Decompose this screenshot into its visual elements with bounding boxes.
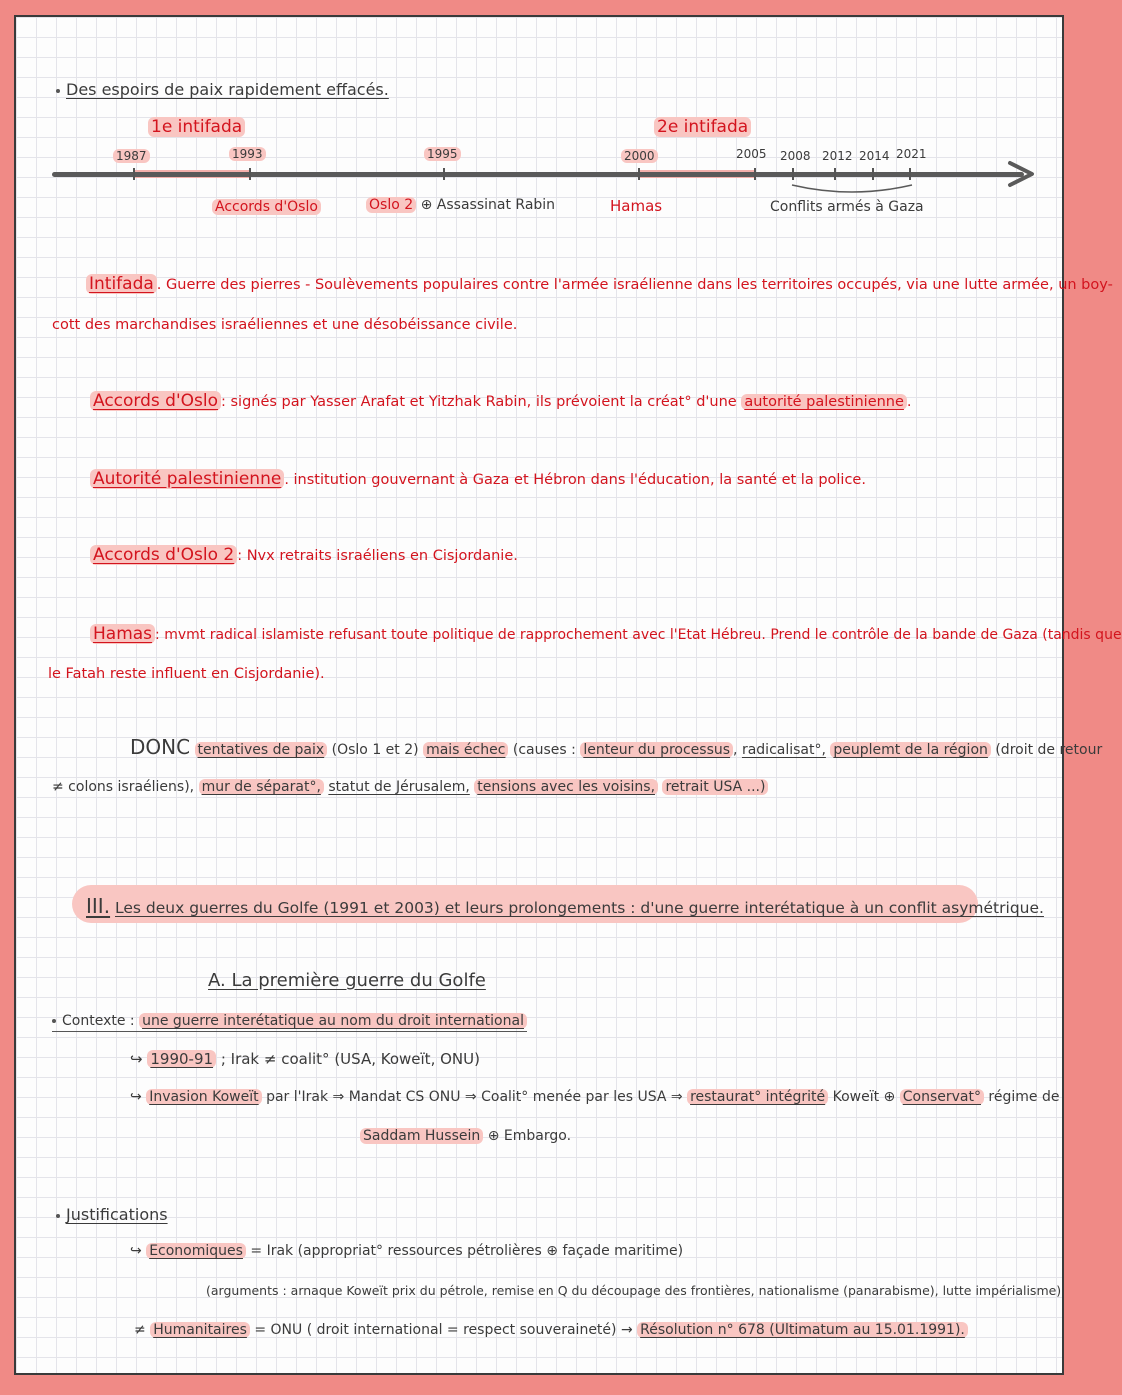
notebook-page — [14, 15, 1122, 1375]
bullet-icon — [56, 89, 60, 93]
timeline-arrow-icon — [1006, 161, 1036, 187]
section-title-espoirs: Des espoirs de paix rapidement effacés. — [56, 80, 389, 99]
tick-2021 — [909, 168, 911, 180]
justifications-label: Justifications — [56, 1205, 168, 1224]
year-label: 2005 — [736, 147, 767, 161]
year-label: 1995 — [424, 147, 461, 161]
plus-circle-icon: ⊕ — [420, 197, 433, 213]
definition-hamas: Hamas : mvmt radical islamiste refusant toute politique de rapprochement avec l'Etat Hébreu. Prend le contrôle de la bande de Gaza (tandis que — [90, 615, 1122, 654]
term-oslo2: Accords d'Oslo 2 — [90, 545, 237, 565]
year-label: 2008 — [780, 149, 811, 163]
section-3-title: III. Les deux guerres du Golfe (1991 et 2003) et leurs prolongements : d'une guerre interétatique à un conflit asymétrique. — [86, 894, 1044, 918]
arrow-line-1: ↪ 1990-91 ; Irak ≠ coalit° (USA, Koweït, ONU) — [130, 1050, 480, 1068]
term-autorite: Autorité palestinienne — [90, 469, 284, 489]
tick-1995 — [443, 168, 445, 180]
definition-oslo2: Accords d'Oslo 2 : Nvx retraits israéliens en Cisjordanie. — [90, 536, 518, 575]
justif-args-line: (arguments : arnaque Koweït prix du pétrole, remise en Q du découpage des frontières, nationalisme (panarabisme), lutte impérialisme) — [206, 1283, 1062, 1298]
term-intifada: Intifada — [86, 274, 157, 294]
year-label: 2000 — [621, 149, 658, 163]
conclusion-line-2: ≠ colons israéliens), mur de séparat°, statut de Jérusalem, tensions avec les voisins, retrait USA ...) — [52, 779, 768, 795]
definition-oslo: Accords d'Oslo : signés par Yasser Arafat et Yitzhak Rabin, ils prévoient la créat° d'une autorité palestinienne . — [90, 382, 912, 421]
year-label: 1993 — [229, 147, 266, 161]
period-label-2: 2e intifada — [654, 117, 751, 137]
hook-arrow-icon: ↪ — [130, 1050, 143, 1068]
arrow-line-2-cont: Saddam Hussein ⊕ Embargo. — [360, 1128, 571, 1144]
definition-autorite: Autorité palestinienne . institution gouvernant à Gaza et Hébron dans l'éducation, la santé et la police. — [90, 460, 866, 499]
year-label: 1987 — [113, 149, 150, 163]
tick-2005 — [754, 168, 756, 180]
year-label: 2012 — [822, 149, 853, 163]
tick-1993 — [249, 168, 251, 180]
contexte-line: Contexte : une guerre interétatique au nom du droit international — [52, 1013, 527, 1032]
definition-intifada-cont: cott des marchandises israéliennes et une désobéissance civile. — [52, 317, 518, 333]
term-hamas: Hamas — [90, 624, 155, 644]
event-oslo2-rabin: Oslo 2 ⊕ Assassinat Rabin — [366, 197, 555, 213]
year-label: 2014 — [859, 149, 890, 163]
bullet-icon — [52, 1019, 56, 1023]
definition-intifada: Intifada . Guerre des pierres - Soulèvements populaires contre l'armée israélienne dans les territoires occupés, via une lutte armée, un boy- — [86, 265, 1113, 304]
event-gaza: Conflits armés à Gaza — [770, 199, 924, 215]
hook-arrow-icon: ↪ — [130, 1243, 142, 1259]
tick-1987 — [133, 168, 135, 180]
tick-2014 — [872, 168, 874, 180]
period-label-1: 1e intifada — [148, 117, 245, 137]
event-oslo: Accords d'Oslo — [212, 199, 321, 215]
event-hamas: Hamas — [610, 197, 663, 215]
justif-eco-line: ↪ Economiques = Irak (appropriat° ressources pétrolières ⊕ façade maritime) — [130, 1243, 684, 1259]
tick-2000 — [638, 168, 640, 180]
hook-arrow-icon: ↪ — [130, 1089, 142, 1105]
tick-2008 — [792, 168, 794, 180]
tick-2012 — [834, 168, 836, 180]
term-oslo: Accords d'Oslo — [90, 391, 221, 411]
timeline-axis — [52, 172, 1024, 177]
conclusion-line-1: DONC tentatives de paix (Oslo 1 et 2) mais échec (causes : lenteur du processus , radicalisat°, peuplemt de la région (droit de retour — [130, 735, 1103, 759]
year-label: 2021 — [896, 147, 927, 161]
definition-hamas-cont: le Fatah reste influent en Cisjordanie). — [48, 666, 325, 682]
subsection-a-title: A. La première guerre du Golfe — [208, 970, 486, 991]
bullet-icon — [56, 1214, 60, 1218]
arrow-line-2: ↪ Invasion Koweït par l'Irak ⇒ Mandat CS ONU ⇒ Coalit° menée par les USA ⇒ restaurat° intégrité Koweït ⊕ Conservat° régime de — [130, 1089, 1060, 1105]
gaza-brace-icon — [790, 183, 914, 199]
justif-hum-line: ≠ Humanitaires = ONU ( droit international = respect souveraineté) → Résolution n° 678 (Ultimatum au 15.01.1991). — [134, 1322, 968, 1338]
